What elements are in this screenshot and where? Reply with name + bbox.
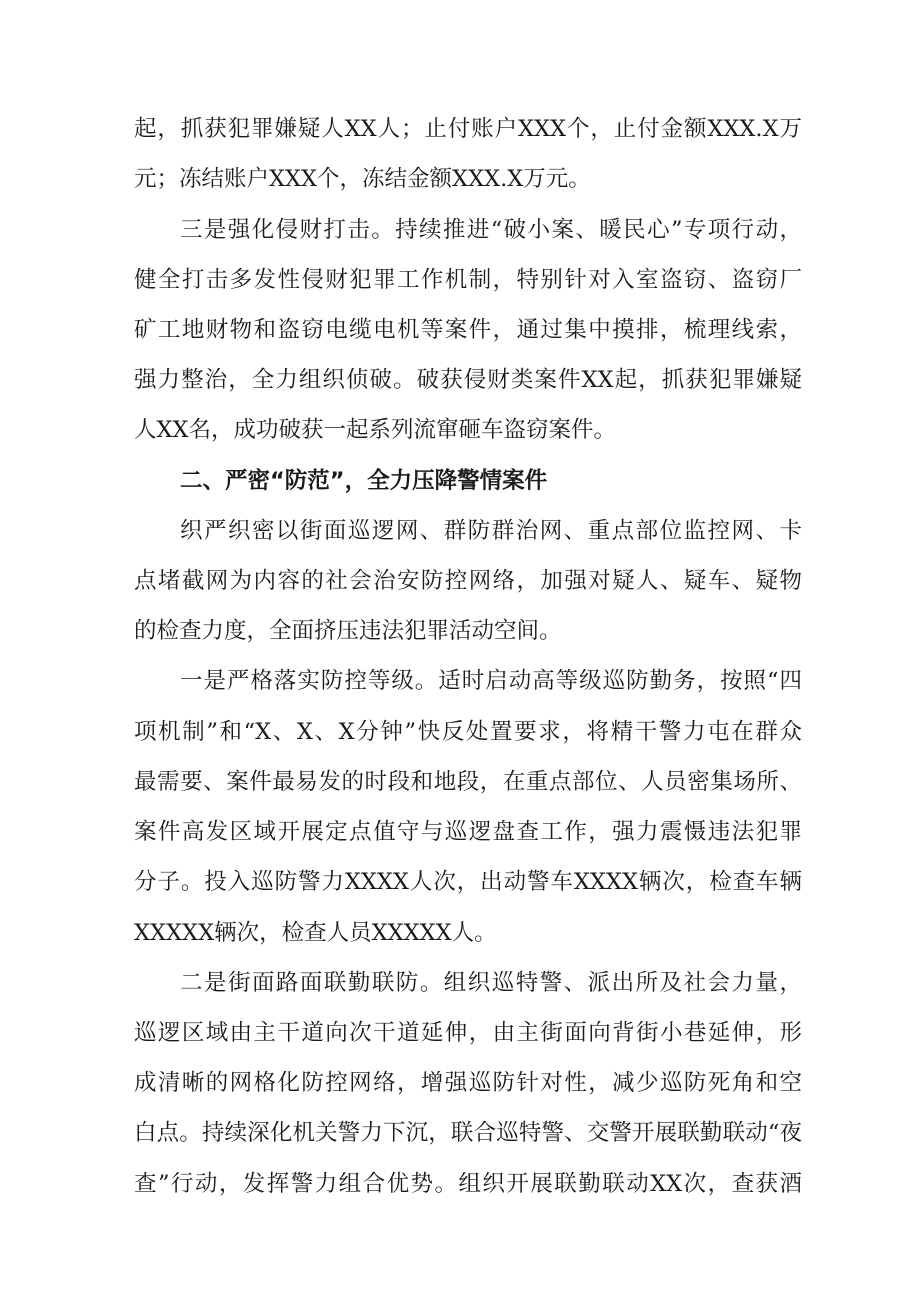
paragraph-line-text: 健全打击多发性侵财犯罪工作机制，特别针对入室盗窃、盗窃厂 — [134, 267, 802, 293]
paragraph-line — [0, 508, 920, 554]
paragraph-line-text: 三是强化侵财打击。持续推进“破小案、暖民心”专项行动， — [180, 217, 802, 243]
paragraph-line — [0, 558, 920, 604]
paragraph-line-text: 白点。持续深化机关警力下沉，联合巡特警、交警开展联勤联动“夜 — [134, 1120, 802, 1146]
paragraph-line-text: 案件高发区域开展定点值守与巡逻盘查工作，强力震慑违法犯罪 — [134, 819, 802, 845]
paragraph-line — [0, 407, 920, 453]
paragraph-line-text: 元；冻结账户XXX个，冻结金额XXX.X万元。 — [134, 166, 591, 192]
paragraph-line — [0, 759, 920, 805]
paragraph-line-text: 分子。投入巡防警力XXXX人次，出动警车XXXX辆次，检查车辆 — [134, 869, 802, 895]
paragraph-line — [0, 910, 920, 956]
paragraph-line-text: 的检查力度，全面挤压违法犯罪活动空间。 — [134, 618, 562, 644]
paragraph-line-text: 一是严格落实防控等级。适时启动高等级巡防勤务，按照“四 — [180, 668, 802, 694]
paragraph-line — [0, 709, 920, 755]
paragraph-line-text: 强力整治，全力组织侦破。破获侵财类案件XX起，抓获犯罪嫌疑 — [134, 367, 802, 393]
paragraph-line-text: 最需要、案件最易发的时段和地段，在重点部位、人员密集场所、 — [134, 769, 802, 795]
paragraph-line-text: 查”行动，发挥警力组合优势。组织开展联勤联动XX次，查获酒 — [134, 1171, 802, 1197]
paragraph-line — [0, 257, 920, 303]
paragraph-line — [0, 1060, 920, 1106]
paragraph-line-text: XXXXX辆次，检查人员XXXXX人。 — [134, 920, 497, 946]
paragraph-line-text: 起，抓获犯罪嫌疑人XX人；止付账户XXX个，止付金额XXX.X万 — [134, 116, 802, 142]
paragraph-line-text: 织严织密以街面巡逻网、群防群治网、重点部位监控网、卡 — [180, 518, 802, 544]
paragraph-line-text: 巡逻区域由主干道向次干道延伸，由主街面向背街小巷延伸，形 — [134, 1020, 802, 1046]
paragraph-line — [0, 859, 920, 905]
paragraph-line — [0, 809, 920, 855]
paragraph-line — [0, 608, 920, 654]
paragraph-line — [0, 1110, 920, 1156]
paragraph-line — [0, 658, 920, 704]
paragraph-line — [0, 1010, 920, 1056]
paragraph-line-text: 矿工地财物和盗窃电缆电机等案件，通过集中摸排，梳理线索， — [134, 317, 802, 343]
section-heading: 二、严密“防范”，全力压降警情案件 — [180, 468, 548, 494]
paragraph-line — [0, 960, 920, 1006]
paragraph-line-text: 人XX名，成功破获一起系列流窜砸车盗窃案件。 — [134, 417, 617, 443]
paragraph-line — [0, 357, 920, 403]
paragraph-line — [0, 1161, 920, 1207]
paragraph-line-text: 点堵截网为内容的社会治安防控网络，加强对疑人、疑车、疑物 — [134, 568, 802, 594]
paragraph-line — [0, 106, 920, 152]
paragraph-line-text: 二是街面路面联勤联防。组织巡特警、派出所及社会力量， — [180, 970, 802, 996]
paragraph-line — [0, 207, 920, 253]
paragraph-line-text: 成清晰的网格化防控网络，增强巡防针对性，减少巡防死角和空 — [134, 1070, 802, 1096]
paragraph-line — [0, 307, 920, 353]
paragraph-line — [0, 156, 920, 202]
paragraph-line-text: 项机制”和“X、X、X分钟”快反处置要求，将精干警力屯在群众 — [134, 719, 802, 745]
